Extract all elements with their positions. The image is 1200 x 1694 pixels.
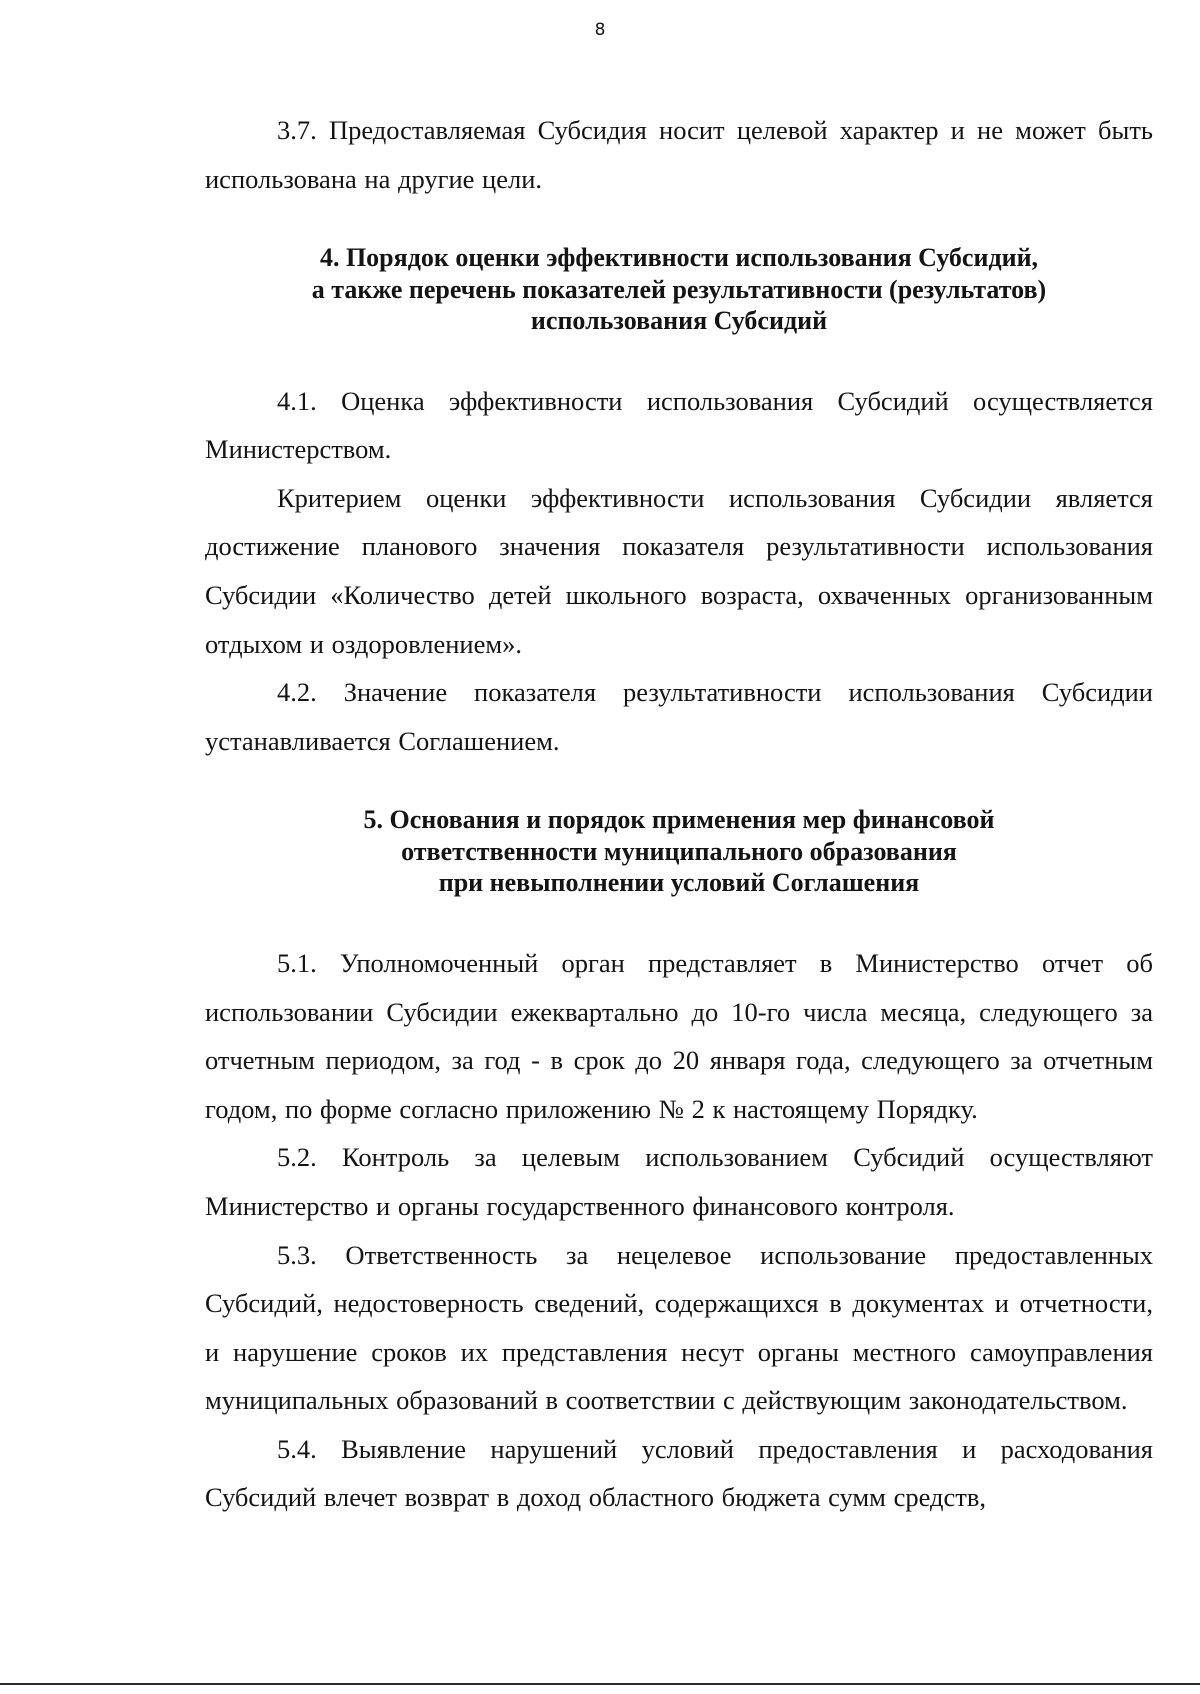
paragraph-5-1: 5.1. Уполномоченный орган представляет в Министерство отчет об использовании Субсидии ежеквартально до 10-го числа месяца, следующего за отчетным периодом, за год - в срок до 20 января года, следующего за отчетным годом, по форме согласно приложению № 2 к настоящему Порядку. — [205, 947, 1153, 1124]
section-5-heading-line: 5. Основания и порядок применения мер финансовой — [363, 805, 995, 835]
section-5-heading-line: ответственности муниципального образования — [401, 836, 957, 866]
paragraph-3-7: 3.7. Предоставляемая Субсидия носит целевой характер и не может быть использована на другие цели. — [205, 115, 1153, 194]
spacer — [205, 337, 1153, 377]
page-number: 8 — [594, 20, 606, 40]
section-4-heading-line: 4. Порядок оценки эффективности использования Субсидий, — [319, 243, 1039, 273]
spacer — [205, 899, 1153, 939]
section-4-heading-line: а также перечень показателей результативности (результатов) — [311, 274, 1047, 304]
paragraph-5-4: 5.4. Выявление нарушений условий предоставления и расходования Субсидий влечет возврат в доход областного бюджета сумм средств, — [205, 1433, 1153, 1513]
section-5-heading-line: при невыполнении условий Соглашения — [438, 868, 920, 898]
paragraph-criterion: Критерием оценки эффективности использования Субсидии является достижение планового значения показателя результативности использования Субсидии «Количество детей школьного возраста, охваченных организованным отдыхом и оздоровлением». — [205, 482, 1153, 659]
paragraph-5-2: 5.2. Контроль за целевым использованием Субсидий осуществляют Министерство и органы государственного финансового контроля. — [205, 1142, 1153, 1221]
section-4-heading-line: использования Субсидий — [530, 306, 828, 336]
paragraph-5-3: 5.3. Ответственность за нецелевое использование предоставленных Субсидий, недостоверность сведений, содержащихся в документах и отчетности, и нарушение сроков их представления несут органы местного самоуправления муниципальных образований в соответствии с действующим законодательством. — [205, 1239, 1153, 1416]
paragraph-4-2: 4.2. Значение показателя результативности использования Субсидии устанавливается Соглашением. — [205, 677, 1153, 756]
section-5-heading — [205, 804, 1153, 899]
spacer — [205, 765, 1153, 804]
bottom-rule — [0, 1683, 1200, 1685]
spacer — [205, 203, 1153, 242]
paragraph-4-1: 4.1. Оценка эффективности использования Субсидий осуществляется Министерством. — [205, 385, 1153, 465]
document-body — [205, 106, 1153, 1522]
section-4-heading — [205, 242, 1153, 337]
